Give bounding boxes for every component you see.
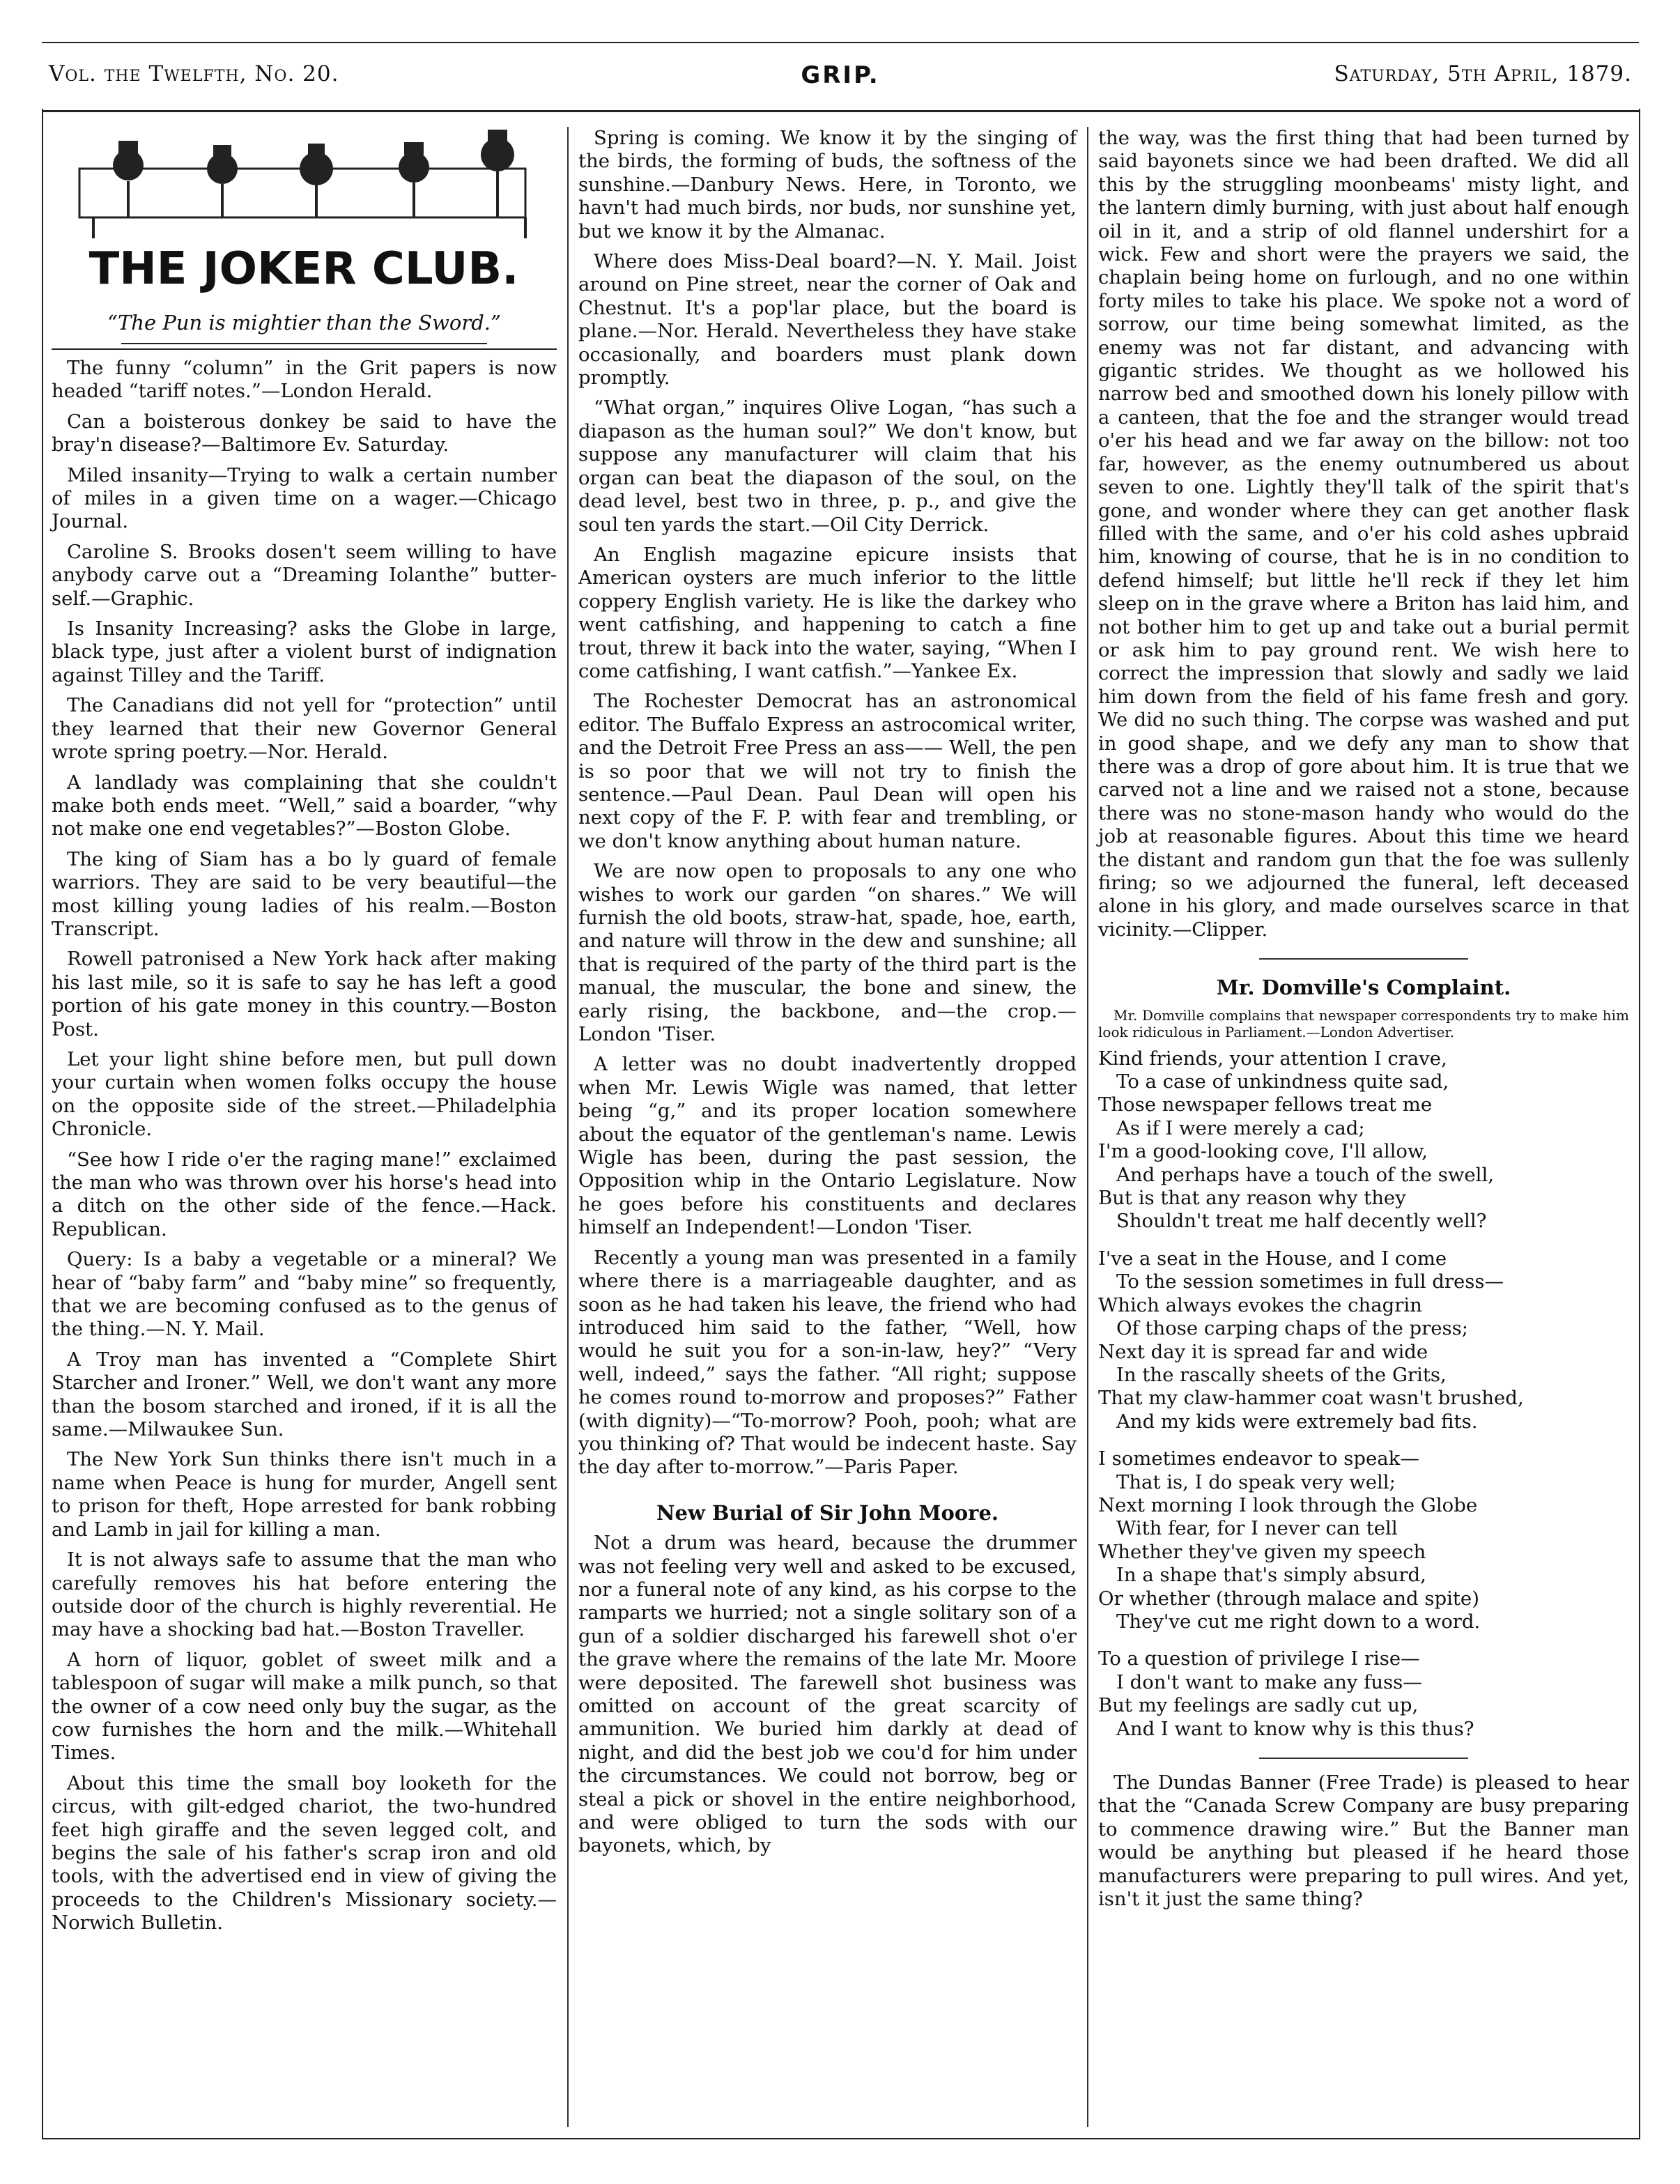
joke-item: The New York Sun thinks there isn't much in a name when Peace is hung for murder, Angell sent to prison for theft, Hope arrested for bank robbing and Lamb in jail for killing a man.	[52, 1448, 557, 1541]
joke-item: The Dundas Banner (Free Trade) is pleased to hear that the “Canada Screw Company are busy preparing to commence drawing wire.” But the Banner man would be anything but pleased if he heard those manufacturers were preparing to pull wires. And yet, isn't it just the same thing?	[1098, 1771, 1629, 1911]
joke-item: The Canadians did not yell for “protection” until they learned that their new Governor General wrote spring poetry.—Nor. Herald.	[52, 694, 557, 764]
poem-line: With fear, for I never can tell	[1116, 1517, 1398, 1540]
poem-line: Whether they've given my speech	[1098, 1540, 1426, 1563]
joke-item: The funny “column” in the Grit papers is now headed “tariff notes.”—London Herald.	[52, 357, 557, 403]
poem-stanza	[1098, 1647, 1629, 1741]
joke-item: Caroline S. Brooks dosen't seem willing to have anybody carve out a “Dreaming Iolanthe” butter-self.—Graphic.	[52, 540, 557, 610]
poem-stanza	[1098, 1447, 1629, 1633]
poem-line: In a shape that's simply absurd,	[1116, 1564, 1426, 1587]
poem-line: Shouldn't treat me half decently well?	[1116, 1210, 1487, 1233]
joker-club-banner	[52, 127, 557, 350]
club-motto: “The Pun is mightier than the Sword.”	[107, 310, 501, 334]
poem-line: That my claw-hammer coat wasn't brushed,	[1098, 1387, 1524, 1410]
poem-line: I sometimes endeavor to speak—	[1098, 1447, 1419, 1470]
poem-line: I've a seat in the House, and I come	[1098, 1247, 1447, 1270]
poem-note: Mr. Domville complains that newspaper correspondents try to make him look ridiculous in Parliament.—London Advertiser.	[1098, 1006, 1629, 1040]
joke-item: Let your light shine before men, but pull down your curtain when women folks occupy the house on the opposite side of the street.—Philadelphia Chronicle.	[52, 1047, 557, 1141]
poem-line: As if I were merely a cad;	[1116, 1116, 1365, 1139]
poem-line: They've cut me right down to a word.	[1116, 1610, 1481, 1633]
joke-item: About this time the small boy looketh for the circus, with gilt-edged chariot, the two-hundred feet high giraffe and the seven legged colt, and begins the sale of his father's scrap iron and old tools, with the advertised end in view of giving the proceeds to the Children's Missionary society.—Norwich Bulletin.	[52, 1771, 557, 1935]
club-name-text: THE JOKER CLUB.	[88, 243, 519, 295]
poem-line: To a case of unkindness quite sad,	[1116, 1070, 1449, 1093]
section-rule	[1259, 958, 1468, 960]
poem-line: Which always evokes the chagrin	[1098, 1293, 1422, 1316]
poem-line: Of those carping chaps of the press;	[1116, 1317, 1469, 1340]
poem-line: Kind friends, your attention I crave,	[1098, 1047, 1447, 1070]
poem-line: Or whether (through malace and spite)	[1098, 1587, 1479, 1610]
volume-number: Vol. the Twelfth, No. 20.	[49, 61, 339, 86]
column-3	[1098, 127, 1629, 1918]
story-title: New Burial of Sir John Moore.	[656, 1500, 999, 1525]
joke-item: A letter was no doubt inadvertently dropped when Mr. Lewis Wigle was named, that letter being “g,” and its proper location somewhere about the equator of the gentleman's name. Lewis Wigle has been, during the past session, the Opposition whip in the Ontario Legislature. Now he goes before his constituents and declares himself an Independent!—London 'Tiser.	[578, 1053, 1077, 1239]
story-paragraph: Not a drum was heard, because the drummer was not feeling very well and asked to be excused, nor a funeral note of any kind, as his corpse to the ramparts we hurried; not a single solitary son of a gun of a soldier discharged his farewell shot o'er the grave where the remains of the late Mr. Moore were deposited. The farewell shot business was omitted on account of the great scarcity of ammunition. We buried him darkly at dead of night, and did the best job we cou'd for him under the circumstances. We could not borrow, beg or steal a pick or shovel in the entire neighborhood, and were obliged to turn the sods with our bayonets, which, by	[578, 1532, 1077, 1857]
story-paragraph-continued: the way, was the first thing that had been turned by said bayonets since we had been drafted. We did all this by the struggling moonbeams' misty light, and the lantern dimly burning, with just about half enough oil in it, and a strip of old flannel undershirt for a wick. Few and short were the prayers we said, the chaplain being home on furlough, and no one within forty miles to take his place. We spoke not a word of sorrow, our time being somewhat limited, as the enemy was not far distant, and advancing with gigantic strides. We thought as we hollowed his narrow bed and smoothed down his lonely pillow with a canteen, that the foe and the stranger would tread o'er his head and we far away on the billow: not too far, however, as the enemy outnumbered us about seven to one. Lightly they'll talk of the spirit that's gone, and wonder where they can get another flask filled with the same, and o'er his cold ashes upbraid him, knowing of course, that he is in no condition to defend himself; but little he'll reck if they let him sleep on in the grave where a Briton has laid him, and not bother him to get up and take out a burial permit or ask him to pay ground rent. We wish here to correct the impression that slowly and sadly we laid him down from the field of his fame fresh and gory. We did no such thing. The corpse was washed and put in good shape, and we defy any man to show that there was a drop of gore about him. It is true that we carved not a line and we raised not a stone, because there was no stone-mason handy who would do the job at reasonable figures. About this time we heard the distant and random gun that the foe was sullenly firing; so we adjourned the funeral, left deceased alone in his glory, and made ourselves scarce in that vicinity.—Clipper.	[1098, 127, 1629, 941]
joke-item: An English magazine epicure insists that American oysters are much inferior to the little coppery English variety. He is like the darkey who went catfishing, and happening to catch a fine trout, threw it back into the water, saying, “When I come catfishing, I want catfish.”—Yankee Ex.	[578, 543, 1077, 682]
poem-line: Those newspaper fellows treat me	[1098, 1093, 1433, 1116]
column-rule-2	[1087, 127, 1088, 2127]
poem-stanza	[1098, 1247, 1629, 1433]
poem-line: And I want to know why is this thus?	[1116, 1717, 1474, 1740]
section-rule	[1259, 1758, 1468, 1759]
joke-item: Is Insanity Increasing? asks the Globe in large, black type, just after a violent burst of indignation against Tilley and the Tariff.	[52, 617, 557, 686]
poem-line: To a question of privilege I rise—	[1098, 1647, 1420, 1670]
issue-date: Saturday, 5th April, 1879.	[1334, 61, 1632, 86]
joke-item: A landlady was complaining that she couldn't make both ends meet. “Well,” said a boarder, “why not make one end vegetables?”—Boston Globe.	[52, 771, 557, 840]
joke-item: “See how I ride o'er the raging mane!” exclaimed the man who was thrown over his horse's head into a ditch on the other side of the fence.—Hack. Republican.	[52, 1148, 557, 1240]
page-header	[42, 42, 1639, 112]
poem-stanza	[1098, 1047, 1629, 1233]
poem-title: Mr. Domville's Complaint.	[1216, 976, 1511, 1000]
joke-item: We are now open to proposals to any one who wishes to work our garden “on shares.” We will furnish the old boots, straw-hat, spade, hoe, earth, and nature will throw in the dew and sunshine; all that is required of the party of the third part is the manual, the muscular, the bone and sinew, the early rising, the backbone, and—the crop.—London 'Tiser.	[578, 860, 1077, 1046]
poem-line: And my kids were extremely bad fits.	[1116, 1410, 1478, 1433]
joke-item: “What organ,” inquires Olive Logan, “has such a diapason as the human soul?” We don't know, but suppose any manufacturer will claim that his organ can beat the diapason of the soul, on the dead level, best two in three, p. p., and give the soul ten yards the start.—Oil City Derrick.	[578, 397, 1077, 536]
joke-item: A Troy man has invented a “Complete Shirt Starcher and Ironer.” Well, we don't want any more than the bosom starched and ironed, if it is all the same.—Milwaukee Sun.	[52, 1348, 557, 1441]
poem-line: That is, I do speak very well;	[1116, 1470, 1396, 1493]
joke-item: It is not always safe to assume that the man who carefully removes his hat before entering the outside door of the church is highly reverential. He may have a shocking bad hat.—Boston Traveller.	[52, 1548, 557, 1641]
joke-item: Miled insanity—Trying to walk a certain number of miles in a given time on a wager.—Chicago Journal.	[52, 463, 557, 533]
poem-line: And perhaps have a touch of the swell,	[1116, 1163, 1494, 1186]
joke-item: Rowell patronised a New York hack after making his last mile, so it is safe to say he has left a good portion of his gate money in this country.—Boston Post.	[52, 948, 557, 1040]
banner-rule	[121, 343, 487, 344]
poem-line: I don't want to make any fuss—	[1116, 1670, 1422, 1693]
column-rule-1	[567, 127, 569, 2127]
poem-line: In the rascally sheets of the Grits,	[1116, 1363, 1447, 1386]
poem-line: But my feelings are sadly cut up,	[1098, 1694, 1419, 1717]
poem-line: Next morning I look through the Globe	[1098, 1493, 1478, 1516]
joke-item: Can a boisterous donkey be said to have the bray'n disease?—Baltimore Ev. Saturday.	[52, 410, 557, 456]
masthead-title: GRIP.	[801, 61, 880, 89]
poem-line: Next day it is spread far and wide	[1098, 1340, 1428, 1363]
poem-line: But is that any reason why they	[1098, 1187, 1406, 1210]
newspaper-page	[42, 42, 1639, 2139]
joke-item: The Rochester Democrat has an astronomical editor. The Buffalo Express an astrocomical writer, and the Detroit Free Press an ass—— Well, the pen is so poor that we will not try to finish the sentence.—Paul Dean. Paul Dean will open his next copy of the F. P. with fear and trembling, or we don't know anything about human nature.	[578, 690, 1077, 852]
joker-club-illustration	[52, 127, 557, 301]
poem-line: To the session sometimes in full dress—	[1116, 1270, 1504, 1293]
joke-item: Where does Miss-Deal board?—N. Y. Mail. Joist around on Pine street, near the corner of Oak and Chestnut. It's a pop'lar place, but the board is plane.—Nor. Herald. Nevertheless they have stake occasionally, and boarders must plank down promptly.	[578, 250, 1077, 390]
joke-item: Spring is coming. We know it by the singing of the birds, the forming of buds, the softness of the sunshine.—Danbury News. Here, in Toronto, we havn't had much birds, nor buds, nor sunshine yet, but we know it by the Almanac.	[578, 127, 1077, 243]
column-1	[52, 127, 557, 1942]
joke-item: Recently a young man was presented in a family where there is a marriageable daughter, and as soon as he had taken his leave, the friend who had introduced him said to the father, “Well, how would he suit you for a son-in-law, hey?” “Very well, indeed,” says the father. “All right; suppose he comes round to-morrow and proposes?” Father (with dignity)—“To-morrow? Pooh, pooh; what are you thinking of? That would be indecent haste. Say the day after to-morrow.”—Paris Paper.	[578, 1246, 1077, 1479]
joke-item: The king of Siam has a bo ly guard of female warriors. They are said to be very beautiful—the most killing young ladies of his realm.—Boston Transcript.	[52, 847, 557, 940]
poem-line: I'm a good-looking cove, I'll allow,	[1098, 1140, 1428, 1163]
joke-item: A horn of liquor, goblet of sweet milk and a tablespoon of sugar will make a milk punch, so that the owner of a cow need only buy the sugar, as the cow furnishes the horn and the milk.—Whitehall Times.	[52, 1648, 557, 1764]
column-2	[578, 127, 1077, 1865]
joke-item: Query: Is a baby a vegetable or a mineral? We hear of “baby farm” and “baby mine” so frequently, that we are becoming confused as to the genus of the thing.—N. Y. Mail.	[52, 1248, 557, 1341]
